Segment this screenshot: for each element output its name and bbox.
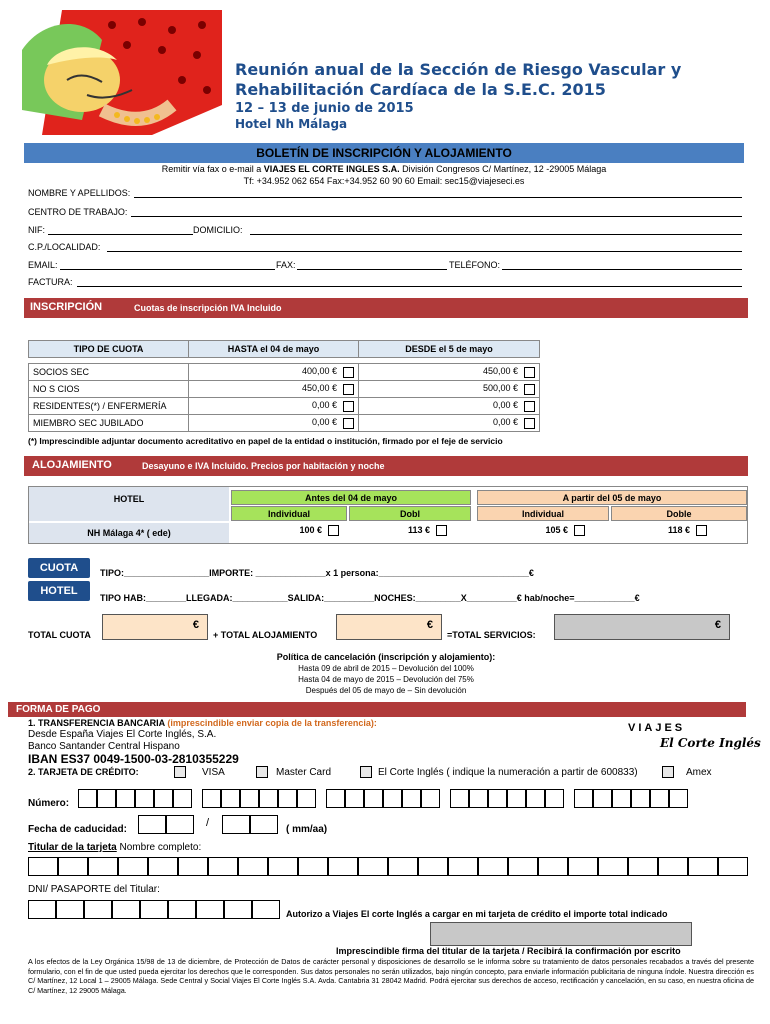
expiry-year[interactable] xyxy=(222,815,278,834)
hotel-line[interactable]: TIPO HAB:________LLEGADA:___________SALIDA:__________NOCHES:_________X__________€ hab/noche=____________€ xyxy=(100,593,640,603)
table-row: RESIDENTES(*) / ENFERMERÍA 0,00 € 0,00 € xyxy=(29,398,540,415)
th-hasta: HASTA el 04 de mayo xyxy=(189,341,359,358)
checkbox-doble-partir[interactable] xyxy=(696,525,707,536)
centro-label: CENTRO DE TRABAJO: xyxy=(28,207,128,217)
alojamiento-sub: Desayuno e IVA Incluido. Precios por habitación y noche xyxy=(142,461,385,471)
signature-box[interactable] xyxy=(430,922,692,946)
cancel-line2: Hasta 04 de mayo de 2015 – Devolución del 75% xyxy=(298,675,474,684)
nif-label: NIF: xyxy=(28,225,45,235)
cuota-badge: CUOTA xyxy=(28,558,90,578)
mmaa-label: ( mm/aa) xyxy=(286,824,328,835)
iban: IBAN ES37 0049-1500-03-2810355229 xyxy=(28,752,239,766)
event-title-line2: Rehabilitación Cardíaca de la S.E.C. 2015 xyxy=(235,80,606,99)
centro-input[interactable] xyxy=(131,216,742,217)
inscripcion-sub: Cuotas de inscripción IVA Incluido xyxy=(134,303,282,313)
forma-pago-bar: FORMA DE PAGO xyxy=(8,702,746,717)
price-individual-antes: 100 € xyxy=(231,525,347,536)
checkbox-eci[interactable] xyxy=(360,766,372,778)
titular-label: Titular de la tarjeta Nombre completo: xyxy=(28,842,202,853)
hotel-name: NH Málaga 4* ( ede) xyxy=(29,523,229,543)
th-tipo: TIPO DE CUOTA xyxy=(29,341,189,358)
alojamiento-table xyxy=(28,486,748,544)
boletin-title: BOLETÍN DE INSCRIPCIÓN Y ALOJAMIENTO xyxy=(24,143,744,163)
fax-input[interactable] xyxy=(297,269,447,270)
event-hotel: Hotel Nh Málaga xyxy=(235,117,348,131)
nombre-label: NOMBRE Y APELLIDOS: xyxy=(28,188,131,198)
checkbox-individual-partir[interactable] xyxy=(574,525,585,536)
domicilio-input[interactable] xyxy=(250,234,742,235)
banco: Banco Santander Central Hispano xyxy=(28,741,180,752)
email-label: EMAIL: xyxy=(28,260,58,270)
checkbox-socios-desde[interactable] xyxy=(524,367,535,378)
cp-label: C.P./LOCALIDAD: xyxy=(28,242,101,252)
price-doble-antes: 113 € xyxy=(349,525,471,536)
expiry-month[interactable] xyxy=(138,815,194,834)
table-row: MIEMBRO SEC JUBILADO 0,00 € 0,00 € xyxy=(29,415,540,432)
checkbox-residentes-hasta[interactable] xyxy=(343,401,354,412)
inscripcion-note: (*) Imprescindible adjuntar documento acreditativo en papel de la entidad o institución, firmado por el feje de servicio xyxy=(28,436,503,446)
cp-input[interactable] xyxy=(107,251,742,252)
congress-illustration xyxy=(22,10,222,135)
visa-label: VISA xyxy=(202,767,225,778)
firma-text: Imprescindible firma del titular de la tarjeta / Recibirá la confirmación por escrito xyxy=(336,946,681,956)
expiry-slash: / xyxy=(206,817,210,829)
table-row: NO S CIOS 450,00 € 500,00 € xyxy=(29,381,540,398)
table-row: SOCIOS SEC 400,00 € 450,00 € xyxy=(29,364,540,381)
th-desde: DESDE el 5 de mayo xyxy=(359,341,540,358)
remit-line: Remitir vía fax o e-mail a VIAJES EL CORTE INGLES S.A. División Congresos C/ Martínez, 12 -29005 Málaga xyxy=(161,164,607,174)
plus-alojamiento-label: + TOTAL ALOJAMIENTO xyxy=(213,630,318,640)
total-alojamiento-input[interactable]: € xyxy=(336,614,442,640)
event-title-line1: Reunión anual de la Sección de Riesgo Vascular y xyxy=(235,60,682,79)
mastercard-label: Master Card xyxy=(276,767,332,778)
alojamiento-label: ALOJAMIENTO xyxy=(32,459,112,471)
total-servicios-input[interactable]: € xyxy=(554,614,730,640)
cancel-line1: Hasta 09 de abril de 2015 – Devolución del 100% xyxy=(298,664,474,673)
th-dobl: Dobl xyxy=(349,506,471,521)
checkbox-visa[interactable] xyxy=(174,766,186,778)
domicilio-label: DOMICILIO: xyxy=(193,225,243,235)
th-antes: Antes del 04 de mayo xyxy=(231,490,471,505)
factura-input[interactable] xyxy=(77,286,742,287)
legal-text: A los efectos de la Ley Orgánica 15/98 de 13 de diciembre, de Protección de Datos de carácter personal y disposiciones de desarrollo se le informa sobre su tratamiento de datos personales recabados a través del presente formulario, con el fin de que usted pueda ejercitar los derechos que le corresponden. Sus datos personales no serán utilizados, bajo ningún concepto, para enviarle información publicitaria de ninguna índole. Nuestra dirección es C/ Martínez, 12 Local 1 – 29005 Málaga. Sede Central y Social Viajes El Corte Inglés S.A. Avda. Cantabria 31 28042 Madrid. Podrá ejercitar sus derechos de acceso, rectificación y cancelación, en su caso, en nuestra oficina de C/ Martínez, 12 29005 Málaga. xyxy=(28,957,754,995)
card-number-group-4[interactable] xyxy=(450,789,564,808)
nombre-input[interactable] xyxy=(134,197,742,198)
inscripcion-label: INSCRIPCIÓN xyxy=(30,301,103,313)
factura-label: FACTURA: xyxy=(28,277,73,287)
cuota-line[interactable]: TIPO:_________________IMPORTE: ______________x 1 persona:______________________________€ xyxy=(100,568,534,578)
hotel-badge: HOTEL xyxy=(28,581,90,601)
checkbox-residentes-desde[interactable] xyxy=(524,401,535,412)
checkbox-amex[interactable] xyxy=(662,766,674,778)
telefono-label: TELÉFONO: xyxy=(449,260,501,270)
th-hotel: HOTEL xyxy=(29,487,229,521)
price-individual-partir: 105 € xyxy=(477,525,609,536)
total-cuota-input[interactable]: € xyxy=(102,614,208,640)
checkbox-individual-antes[interactable] xyxy=(328,525,339,536)
total-servicios-label: =TOTAL SERVICIOS: xyxy=(447,630,536,640)
th-individual-2: Individual xyxy=(477,506,609,521)
th-doble: Doble xyxy=(611,506,747,521)
amex-label: Amex xyxy=(686,767,712,778)
checkbox-nosocios-desde[interactable] xyxy=(524,384,535,395)
nif-input[interactable] xyxy=(48,234,193,235)
inscripcion-bar xyxy=(24,298,748,318)
desde-espana: Desde España Viajes El Corte Inglés, S.A. xyxy=(28,729,217,740)
card-number-group-1[interactable] xyxy=(78,789,192,808)
cancel-title: Política de cancelación (inscripción y alojamiento): xyxy=(276,652,496,662)
card-number-group-5[interactable] xyxy=(574,789,688,808)
logo-eci: El Corte Inglés xyxy=(660,736,761,750)
titular-name-cells[interactable] xyxy=(28,857,748,876)
contact-line: Tf: +34.952 062 654 Fax:+34.952 60 90 60 Email: sec15@viajeseci.es xyxy=(243,176,525,186)
event-dates: 12 – 13 de junio de 2015 xyxy=(235,101,414,116)
card-number-group-3[interactable] xyxy=(326,789,440,808)
transferencia-line: 1. TRANSFERENCIA BANCARIA (imprescindible enviar copia de la transferencia): xyxy=(28,718,377,728)
numero-label: Número: xyxy=(28,798,70,809)
dni-cells[interactable] xyxy=(28,900,280,919)
checkbox-doble-antes[interactable] xyxy=(436,525,447,536)
checkbox-socios-hasta[interactable] xyxy=(343,367,354,378)
logo-viajes: VIAJES xyxy=(628,722,686,734)
cancel-line3: Después del 05 de mayo de – Sin devolución xyxy=(305,686,467,695)
checkbox-mastercard[interactable] xyxy=(256,766,268,778)
checkbox-jubilado-desde[interactable] xyxy=(524,418,535,429)
fax-label: FAX: xyxy=(276,260,296,270)
telefono-input[interactable] xyxy=(502,269,742,270)
card-number-group-2[interactable] xyxy=(202,789,316,808)
inscripcion-table xyxy=(28,340,540,432)
checkbox-jubilado-hasta[interactable] xyxy=(343,418,354,429)
price-doble-partir: 118 € xyxy=(611,525,747,536)
alojamiento-bar xyxy=(24,456,748,476)
eci-label: El Corte Inglés ( indique la numeración a partir de 600833) xyxy=(378,767,638,778)
caducidad-label: Fecha de caducidad: xyxy=(28,824,127,835)
checkbox-nosocios-hasta[interactable] xyxy=(343,384,354,395)
autorizo-text: Autorizo a Viajes El corte Inglés a cargar en mi tarjeta de crédito el importe total indicado xyxy=(286,909,668,919)
tarjeta-label: 2. TARJETA DE CRÉDITO: xyxy=(28,767,139,777)
th-partir: A partir del 05 de mayo xyxy=(477,490,747,505)
total-cuota-label: TOTAL CUOTA xyxy=(28,630,91,640)
dni-label: DNI/ PASAPORTE del Titular: xyxy=(28,884,160,895)
email-input[interactable] xyxy=(60,269,275,270)
th-individual-1: Individual xyxy=(231,506,347,521)
